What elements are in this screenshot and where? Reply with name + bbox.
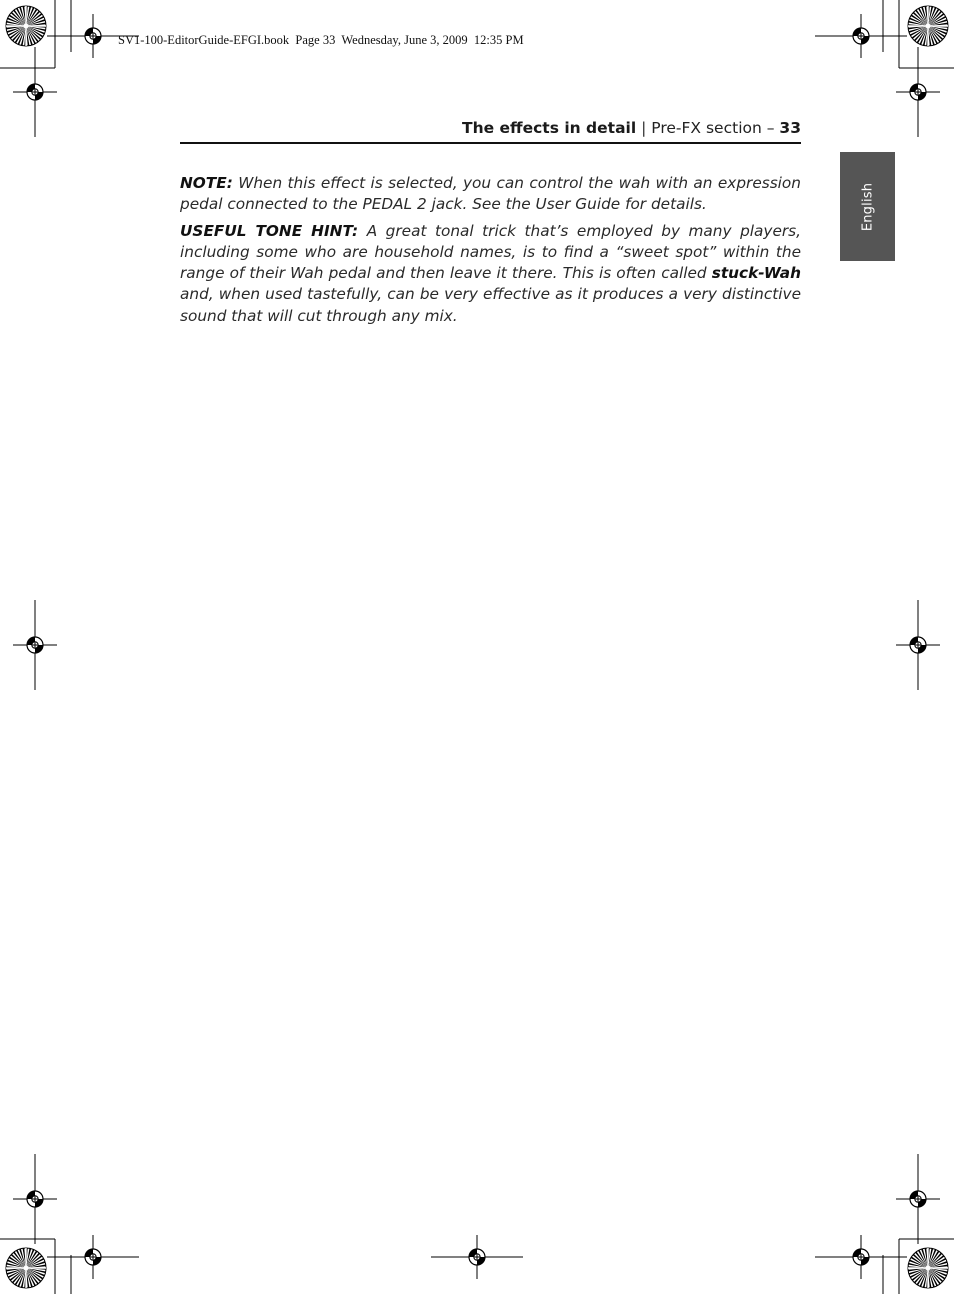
star-target-mark [6, 6, 46, 46]
hint-text-before: A great tonal trick that’s employed by many players, including some who are household names, is to find a “sweet spot” within the range of their Wah pedal and then leave it there. This is often called [180, 221, 801, 283]
registration-mark [47, 14, 139, 58]
registration-mark [13, 600, 57, 690]
star-target-mark [6, 1248, 46, 1288]
registration-mark [47, 1235, 139, 1279]
language-tab-label: English [860, 182, 875, 231]
registration-mark [896, 1154, 940, 1244]
print-slug: SV1-100-EditorGuide-EFGI.book Page 33 Wednesday, June 3, 2009 12:35 PM [118, 33, 524, 47]
note-text: When this effect is selected, you can control the wah with an expression pedal connected to the PEDAL 2 jack. See the User Guide for details. [180, 174, 801, 214]
hint-label: USEFUL TONE HINT: [180, 221, 359, 240]
header-separator: | [641, 119, 647, 137]
registration-mark [13, 47, 57, 137]
hint-text-after: and, when used tastefully, can be very effective as it produces a very distinctive sound that will cut through any mix. [180, 285, 801, 325]
registration-mark [13, 1154, 57, 1244]
star-target-mark [908, 1248, 948, 1288]
note-label: NOTE: [180, 174, 233, 192]
registration-mark [896, 47, 940, 137]
hint-term: stuck-Wah [711, 264, 801, 283]
registration-mark [815, 1235, 907, 1279]
registration-mark [431, 1235, 523, 1279]
page-number: 33 [779, 119, 801, 137]
registration-mark [896, 600, 940, 690]
section-title: Pre-FX section – [651, 119, 775, 137]
registration-mark [815, 14, 907, 58]
chapter-title: The effects in detail [462, 119, 637, 137]
star-target-mark [908, 6, 948, 46]
